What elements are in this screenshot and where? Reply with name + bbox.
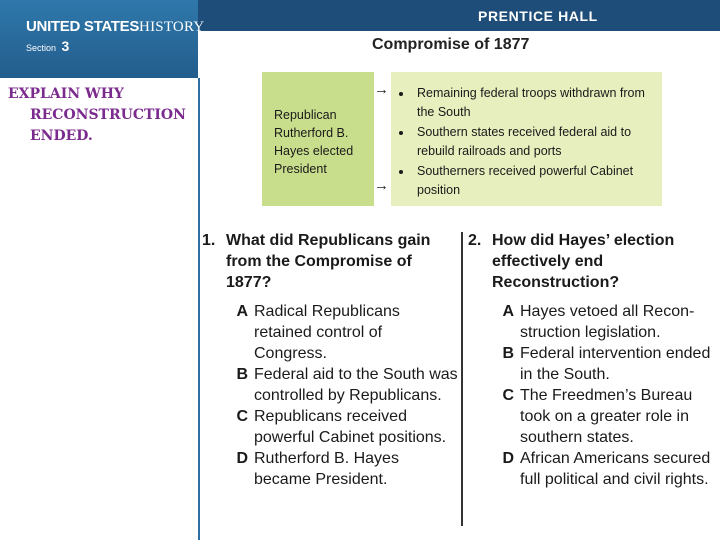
option-text: Federal aid to the South was controlled by Republicans. [254, 366, 458, 404]
option-letter: B [236, 366, 248, 383]
effects-box [391, 72, 662, 206]
effect-item: • Remaining federal troops withdrawn from the South [413, 84, 654, 121]
option-letter: D [236, 450, 248, 467]
question-header [202, 230, 458, 293]
option-letter: C [236, 408, 248, 425]
answer-option[interactable] [468, 343, 720, 385]
brand-title-light: HISTORY [139, 19, 205, 35]
answer-option[interactable] [468, 448, 720, 490]
question-text: How did Hayes’ election effectively end Reconstruction? [492, 232, 675, 291]
option-letter: C [502, 387, 514, 404]
question-divider [461, 232, 463, 526]
option-text: Rutherford B. Hayes became President. [254, 450, 399, 488]
answer-option[interactable] [468, 301, 720, 343]
question-2 [468, 230, 720, 490]
brand-title-bold: UNITED STATES [26, 18, 140, 35]
effects-list [399, 84, 654, 199]
cause-box: Republican Rutherford B. Hayes elected President [262, 72, 374, 206]
answer-option[interactable] [202, 448, 458, 490]
question-text: What did Republicans gain from the Compromise of 1877? [226, 232, 431, 291]
option-letter: A [502, 303, 514, 320]
objective-line-3: ENDED. [30, 128, 93, 144]
brand-title [26, 18, 204, 36]
brand-panel [0, 0, 205, 78]
option-text: The Freedmen’s Bureau took on a greater role in southern states. [520, 387, 693, 446]
option-letter: A [236, 303, 248, 320]
option-text: Federal intervention ended in the South. [520, 345, 711, 383]
answer-option[interactable] [202, 364, 458, 406]
answer-option[interactable] [202, 406, 458, 448]
option-letter: D [502, 450, 514, 467]
arrow-right-icon: → [374, 177, 389, 194]
answer-options [468, 301, 720, 490]
publisher-name: PRENTICE HALL [478, 8, 598, 24]
section-number: 3 [61, 38, 70, 54]
question-1 [202, 230, 458, 490]
objective-line-2: RECONSTRUCTION [30, 107, 186, 123]
objective-line-1: EXPLAIN WHY [8, 86, 124, 102]
option-text: Radical Republicans retained control of Congress. [254, 303, 400, 362]
sidebar-divider [198, 78, 200, 540]
effect-item: • Southerners received powerful Cabinet position [413, 162, 654, 199]
section-label: Section [26, 43, 57, 53]
option-text: African Americans secured full political and civil rights. [520, 450, 711, 488]
option-text: Republicans received powerful Cabinet positions. [254, 408, 447, 446]
learning-objective [8, 84, 194, 147]
answer-options [202, 301, 458, 490]
option-text: Hayes vetoed all Recon-struction legislation. [520, 303, 695, 341]
answer-option[interactable] [202, 301, 458, 364]
section-indicator [26, 38, 69, 54]
effect-item: • Southern states received federal aid to rebuild railroads and ports [413, 123, 654, 160]
question-number: 1. [202, 232, 216, 249]
question-number: 2. [468, 232, 482, 249]
diagram-title: Compromise of 1877 [372, 36, 530, 53]
arrow-right-icon: → [374, 81, 389, 98]
answer-option[interactable] [468, 385, 720, 448]
option-letter: B [502, 345, 514, 362]
question-header [468, 230, 720, 293]
